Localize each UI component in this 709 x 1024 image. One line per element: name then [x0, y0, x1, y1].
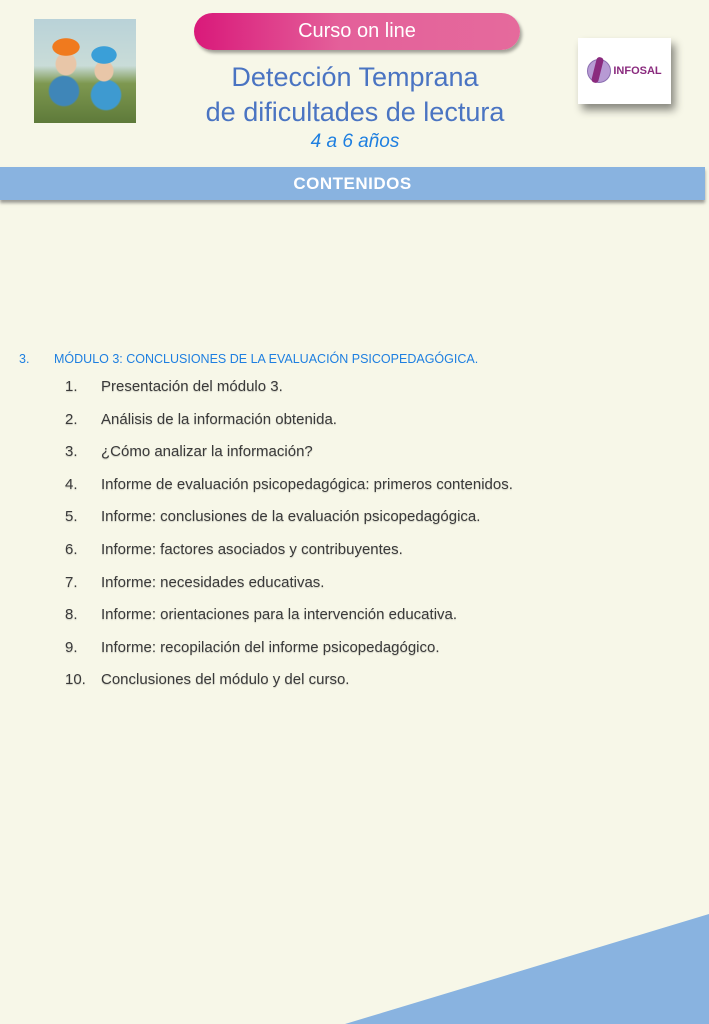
module-contents-list	[65, 378, 513, 704]
contents-banner	[0, 167, 705, 200]
children-reading-photo	[34, 19, 136, 123]
list-item: 8. Informe: orientaciones para la intervención educativa.	[65, 606, 458, 624]
logo-figure-icon	[587, 59, 611, 83]
logo-text: INFOSAL	[613, 65, 662, 77]
list-item: 5. Informe: conclusiones de la evaluación psicopedagógica.	[65, 508, 481, 526]
contents-heading: CONTENIDOS	[293, 173, 412, 193]
list-item: 1. Presentación del módulo 3.	[65, 378, 283, 395]
module-title: MÓDULO 3: CONCLUSIONES DE LA EVALUACIÓN PSICOPEDAGÓGICA.	[54, 352, 479, 366]
list-item: 6. Informe: factores asociados y contribuyentes.	[65, 540, 403, 558]
list-item: 9. Informe: recopilación del informe psicopedagógico.	[65, 638, 440, 656]
course-title-line2: de dificultades de lectura	[205, 97, 505, 127]
list-item: 2. Análisis de la información obtenida.	[65, 410, 337, 428]
infosal-logo	[578, 38, 671, 104]
age-range: 4 a 6 años	[310, 131, 400, 152]
list-item: 4. Informe de evaluación psicopedagógica: primeros contenidos.	[65, 475, 513, 493]
course-title-line1: Detección Temprana	[231, 62, 479, 92]
list-item: 3. ¿Cómo analizar la información?	[65, 443, 313, 461]
list-item: 10. Conclusiones del módulo y del curso.	[65, 671, 350, 689]
module-number: 3.	[19, 352, 30, 366]
module-heading	[19, 352, 478, 366]
course-type-badge	[194, 13, 520, 50]
course-type-label: Curso on line	[298, 20, 416, 42]
list-item: 7. Informe: necesidades educativas.	[65, 573, 325, 591]
